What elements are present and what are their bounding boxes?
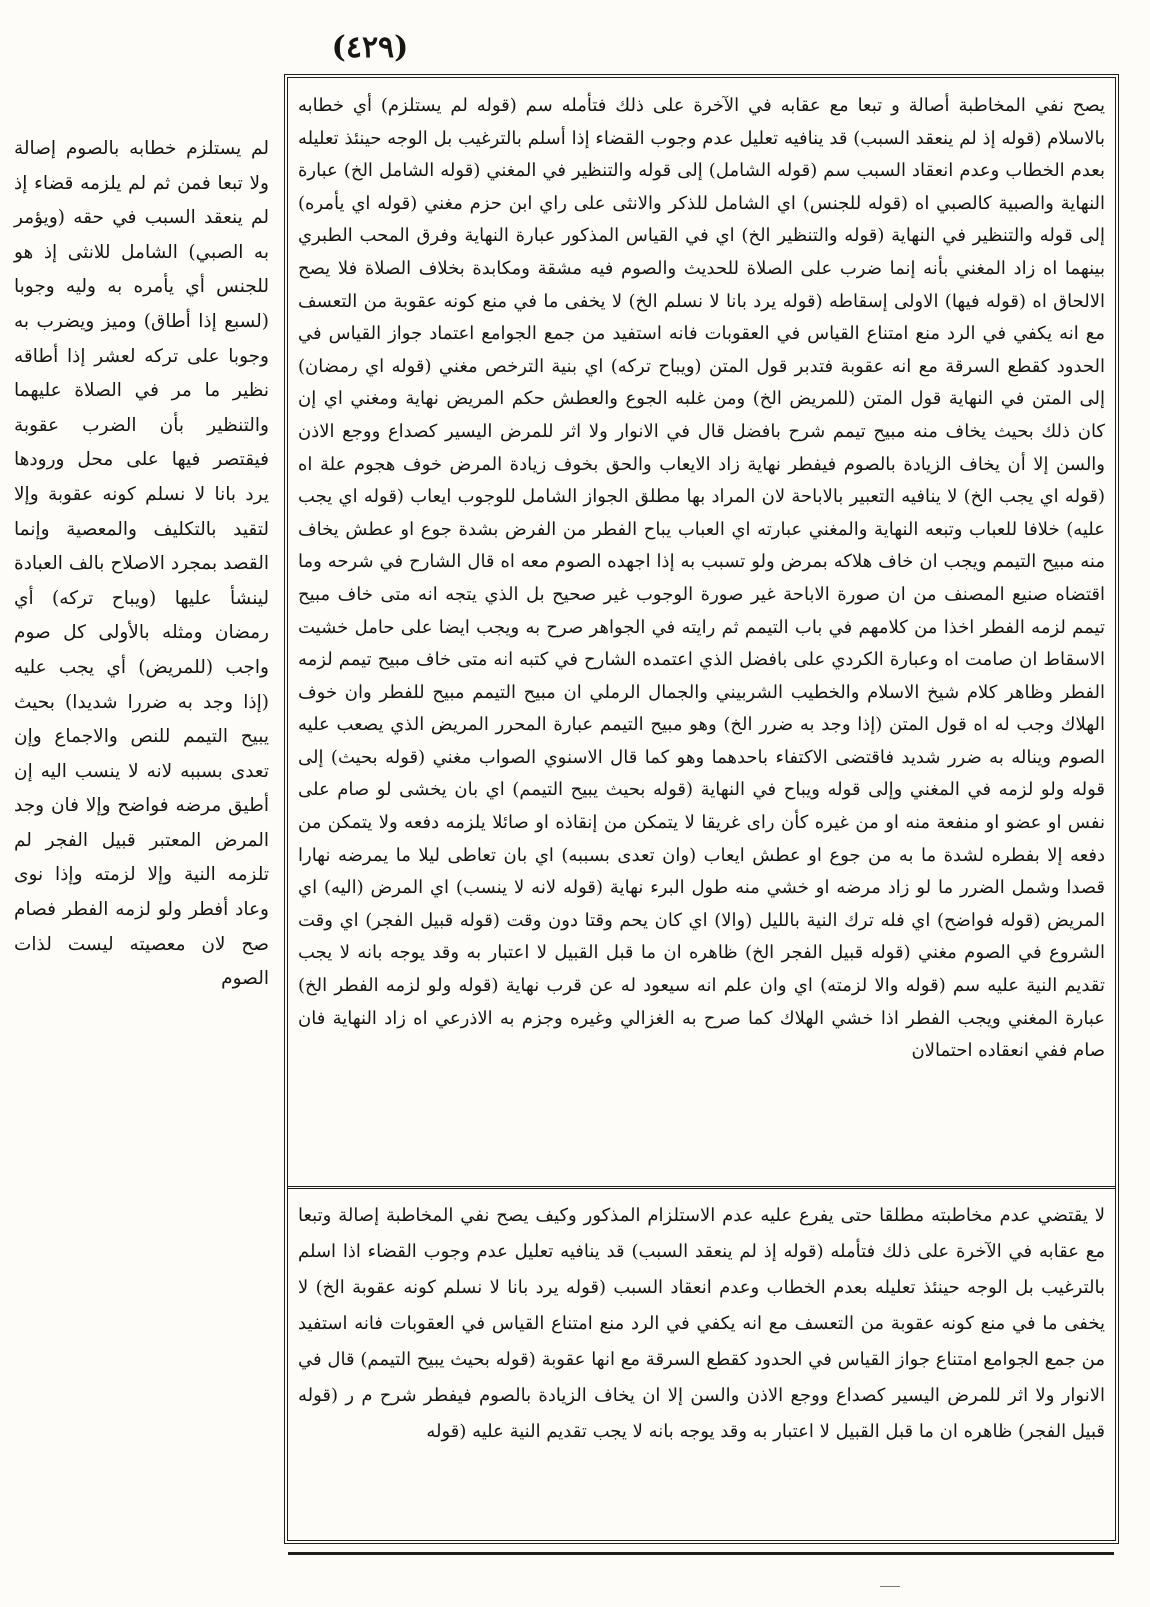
frame-divider	[288, 1186, 1115, 1189]
main-commentary-text: يصح نفي المخاطبة أصالة و تبعا مع عقابه في الآخرة على ذلك فتأمله سم (قوله لم يستلزم) أي خطابه بالاسلام (قوله إذ لم ينعقد السبب) قد ينافيه تعليل عدم وجوب القضاء إذا أسلم بالترغيب بل الوجه حينئذ تعليله بعدم الخطاب وعدم انعقاد السبب سم (قوله الشامل) إلى قوله والتنظير في المغني (قوله الشامل الخ) عبارة النهاية والصبية كالصبي اه (قوله للجنس) اي الشامل للذكر والانثى على راي ابن حزم مغني (قوله اي يأمره) إلى قوله والتنظير في النهاية (قوله والتنظير الخ) اي في القياس المذكور عبارة النهاية وفرق المحب الطبري بينهما اه زاد المغني بأنه إنما ضرب على الصلاة للحديث والصوم فيه مشقة ومكابدة بخلاف الصلاة فلا يصح الالحاق اه (قوله فيها) الاولى إسقاطه (قوله يرد بانا لا نسلم الخ) لا يخفى ما في منع كونه عقوبة من التعسف مع انه يكفي في الرد منع امتناع القياس في العقوبات فانه استفيد من جمع الجوامع اعتماد جواز القياس في الحدود كقطع السرقة مع انه عقوبة فتدبر قول المتن (ويباح تركه) اي بنية الترخص مغني (قوله اي رمضان) إلى المتن في النهاية قول المتن (للمريض الخ) ومن غلبه الجوع والعطش حكم المريض نهاية ومغني اي إن كان ذلك بحيث يخاف منه مبيح تيمم شرح بافضل قال في الانوار ولا اثر للمرض اليسير كصداع ووجع الاذن والسن إلا أن يخاف الزيادة بالصوم فيفطر نهاية زاد الايعاب والحق بخوف زيادة المرض خوف هجوم علة اه (قوله اي يجب الخ) لا ينافيه التعبير بالاباحة لان المراد بها مطلق الجواز الشامل للوجوب ايعاب (قوله اي يجب عليه) خلافا للعباب وتبعه النهاية والمغني عبارته اي العباب يباح الفطر من الفرض بشدة جوع او عطش يخاف منه مبيح التيمم ويجب ان خاف هلاكه بمرض ولو تسبب به إذا اجهده الصوم معه اه قال الشارح في شرحه وما اقتضاه صنيع المصنف من ان صورة الاباحة غير صورة الوجوب غير صحيح بل الذي يتجه انه متى خاف مبيح تيمم لزمه الفطر اخذا من كلامهم في باب التيمم ثم رايته في الجواهر صرح به ويجب ايضا على حامل خشيت الاسقاط ان صامت اه وعبارة الكردي على بافضل الذي اعتمده الشارح في كتبه انه متى خاف مبيح تيمم لزمه الفطر وظاهر كلام شيخ الاسلام والخطيب الشربيني والجمال الرملي ان مبيح التيمم مبيح للفطر وان خوف الهلاك وجب له اه قول المتن (إذا وجد به ضرر الخ) وهو مبيح التيمم عبارة المحرر المريض الذي يصعب عليه الصوم ويناله به ضرر شديد فاقتضى الاكتفاء باحدهما وهو كما قال الاسنوي الصواب مغني (قوله بحيث) إلى قوله ولو لزمه في المغني وإلى قوله ويباح في النهاية (قوله بحيث يبيح التيمم) اي بان يخشى لو صام على نفس او عضو او منفعة منه او من غيره كأن راى غريقا لا يتمكن من إنقاذه او صائلا يلزمه دفعه ولا يتمكن من دفعه إلا بفطره لشدة ما به من جوع او عطش ايعاب (وان تعدى بسببه) اي بان تعاطى ليلا ما يمرضه نهارا قصدا وشمل الضرر ما لو زاد مرضه او خشي منه طول البرء نهاية (قوله لانه لا ينسب) اي المرض (اليه) اي المريض (قوله فواضح) اي فله ترك النية بالليل (والا) اي كان يحم وقتا دون وقت (قوله قبيل الفجر) اي وقت الشروع في الصوم مغني (قوله قبيل الفجر الخ) ظاهره ان ما قبل القبيل لا اعتبار به وقد يوجه بانه لا يجب تقديم النية عليه سم (قوله والا لزمته) اي وان علم انه سيعود له عن قرب نهاية (قوله ولو لزمه الفطر الخ) عبارة المغني ويجب الفطر اذا خشي الهلاك كما صرح به الغزالي وغيره وجزم به الاذرعي اه زاد النهاية فان صام ففي انعقاده احتمالان	[298, 95, 1105, 1062]
bottom-rule	[288, 1552, 1114, 1555]
page-number: (٤٢٩)	[331, 30, 409, 65]
lower-commentary-text: لا يقتضي عدم مخاطبته مطلقا حتى يفرع عليه عدم الاستلزام المذكور وكيف يصح نفي المخاطبة إصالة وتبعا مع عقابه في الآخرة على ذلك فتأمله (قوله إذ لم ينعقد السبب) قد ينافيه تعليل عدم وجوب القضاء اذا اسلم بالترغيب بل الوجه حينئذ تعليله بعدم الخطاب وعدم انعقاد السبب (قوله يرد بانا لا نسلم كونه عقوبة الخ) لا يخفى ما في منع كونه عقوبة من التعسف مع انه يكفي في الرد منع امتناع القياس في العقوبات فانه استفيد من جمع الجوامع امتناع جواز القياس في الحدود كقطع السرقة مع انها عقوبة (قوله بحيث يبيح التيمم) قال في الانوار ولا اثر للمرض اليسير كصداع ووجع الاذن والسن إلا ان يخاف الزيادة بالصوم فيفطر شرح م ر (قوله قبيل الفجر) ظاهره ان ما قبل القبيل لا اعتبار به وقد يوجه بانه لا يجب تقديم النية عليه (قوله	[298, 1205, 1105, 1442]
commentary-frame	[284, 74, 1119, 1544]
footer-mark	[880, 1586, 900, 1587]
margin-matn-text: لم يستلزم خطابه بالصوم إصالة ولا تبعا فمن ثم لم يلزمه قضاء إذ لم ينعقد السبب في حقه (ويؤمر به الصبي) الشامل للانثى إذ هو للجنس أي يأمره به وليه وجوبا (لسبع إذا أطاق) وميز ويضرب به وجوبا على تركه لعشر إذا أطاقه نظير ما مر في الصلاة عليهما والتنظير بأن الضرب عقوبة فيقتصر فيها على محل ورودها يرد بانا لا نسلم كونه عقوبة وإلا لتقيد بالتكليف والمعصية وإنما القصد بمجرد الاصلاح بالف العبادة لينشأ عليها (ويباح تركه) أي رمضان ومثله بالأولى كل صوم واجب (للمريض) أي يجب عليه (إذا وجد به ضررا شديدا) بحيث يبيح التيمم للنص والاجماع وإن تعدى بسببه لانه لا ينسب اليه إن أطيق مرضه فواضح وإلا فان وجد المرض المعتبر قبيل الفجر لم تلزمه النية وإلا لزمته وإذا نوى وعاد أفطر ولو لزمه الفطر فصام صح لان معصيته ليست لذات الصوم	[14, 138, 269, 990]
